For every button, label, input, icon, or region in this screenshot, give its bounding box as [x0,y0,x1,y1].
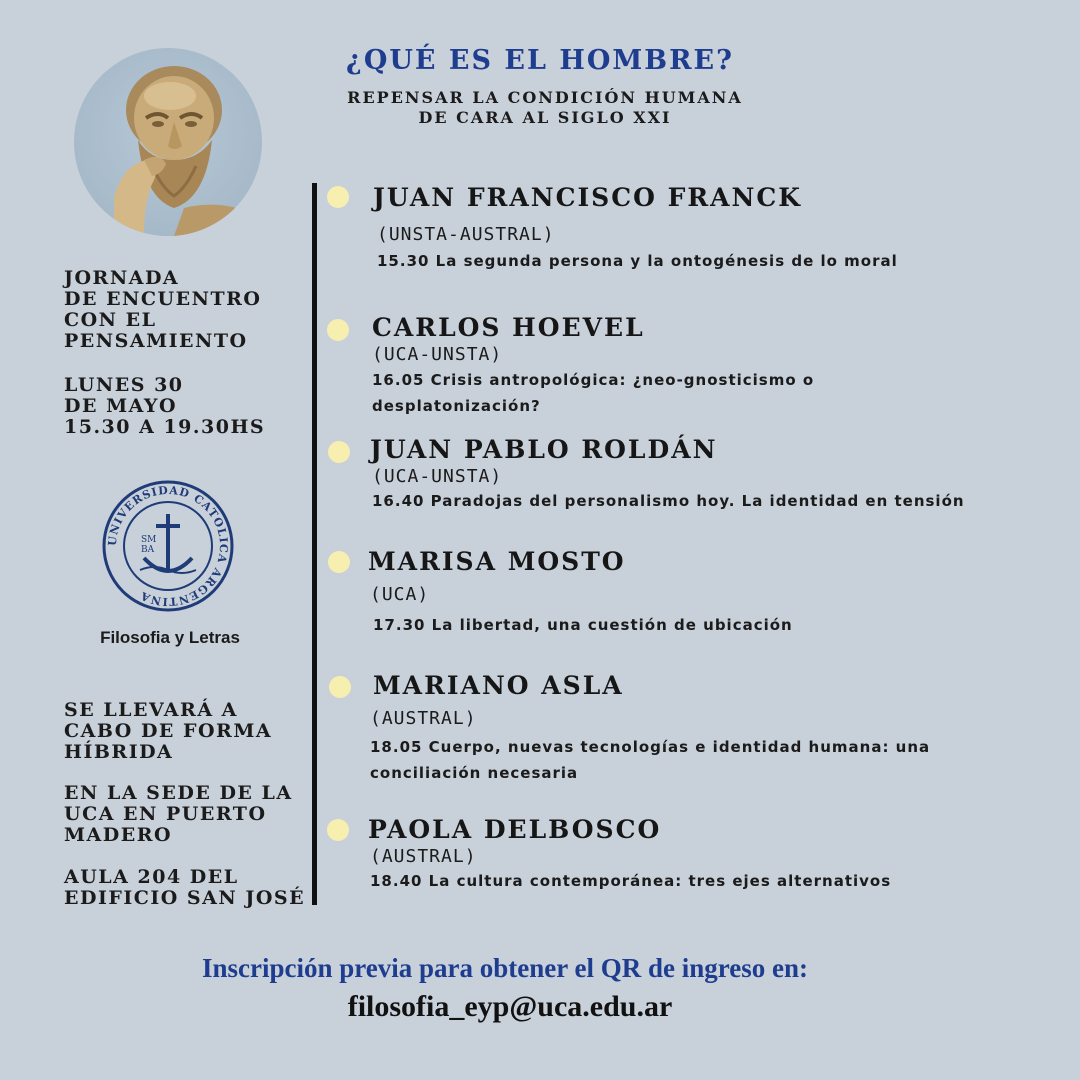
seal-monogram-top: SM [141,535,157,545]
speaker-name: MARISA MOSTO [368,547,626,576]
speaker-affiliation: (AUSTRAL) [370,846,477,867]
talk-title: 16.05 Crisis antropológica: ¿neo-gnosticismo o desplatonización? [372,371,815,415]
venue-text: EN LA SEDE DE LA UCA EN PUERTO MADERO [64,782,293,846]
speaker-affiliation: (UCA-UNSTA) [372,466,503,487]
format-text: SE LLEVARÁ A CABO DE FORMA HÍBRIDA [64,699,273,763]
talk-title: 15.30 La segunda persona y la ontogénesis de lo moral [377,252,898,270]
timeline-dot [327,186,349,208]
speaker-affiliation: (UNSTA-AUSTRAL) [377,224,555,245]
room-text: AULA 204 DEL EDIFICIO SAN JOSÉ [64,866,306,909]
speaker-name: JUAN FRANCISCO FRANCK [373,183,803,212]
bust-illustration [74,48,262,236]
speaker-affiliation: (AUSTRAL) [370,708,477,729]
speaker-name: PAOLA DELBOSCO [368,815,662,844]
timeline-dot [328,551,350,573]
speaker-name: CARLOS HOEVEL [372,313,645,342]
subtitle-line-2: DE CARA AL SIGLO XXI [418,108,672,127]
subtitle-line-1: REPENSAR LA CONDICIÓN HUMANA [347,88,743,107]
timeline-dot [329,676,351,698]
timeline-dot [328,441,350,463]
event-date-text: LUNES 30 DE MAYO 15.30 A 19.30HS [64,374,266,438]
seal-monogram-bottom: BA [141,545,155,555]
talk-title: 18.05 Cuerpo, nuevas tecnologías e identidad humana: una conciliación necesaria [370,738,931,782]
timeline-divider [312,183,317,905]
speaker-name: JUAN PABLO ROLDÁN [370,435,718,464]
department-label: Filosofia y Letras [100,628,240,647]
socrates-bust-portrait [74,48,262,236]
talk-title: 17.30 La libertad, una cuestión de ubicación [373,616,793,634]
seal-ring-text: UNIVERSIDAD CATOLICA ARGENTINA [105,483,231,609]
event-title: ¿QUÉ ES EL HOMBRE? [346,45,734,76]
timeline-dot [327,819,349,841]
speaker-affiliation: (UCA) [370,584,430,605]
timeline-dot [327,319,349,341]
registration-email[interactable]: filosofia_eyp@uca.edu.ar [347,990,673,1023]
talk-title: 18.40 La cultura contemporánea: tres ejes alternativos [370,872,892,890]
university-seal-logo [100,478,236,614]
registration-label: Inscripción previa para obtener el QR de ingreso en: [202,953,808,983]
speaker-name: MARIANO ASLA [373,671,624,700]
talk-title: 16.40 Paradojas del personalismo hoy. La identidad en tensión [372,492,965,510]
event-type-text: JORNADA DE ENCUENTRO CON EL PENSAMIENTO [64,267,262,352]
speaker-affiliation: (UCA-UNSTA) [372,344,503,365]
event-subtitle [300,88,790,128]
